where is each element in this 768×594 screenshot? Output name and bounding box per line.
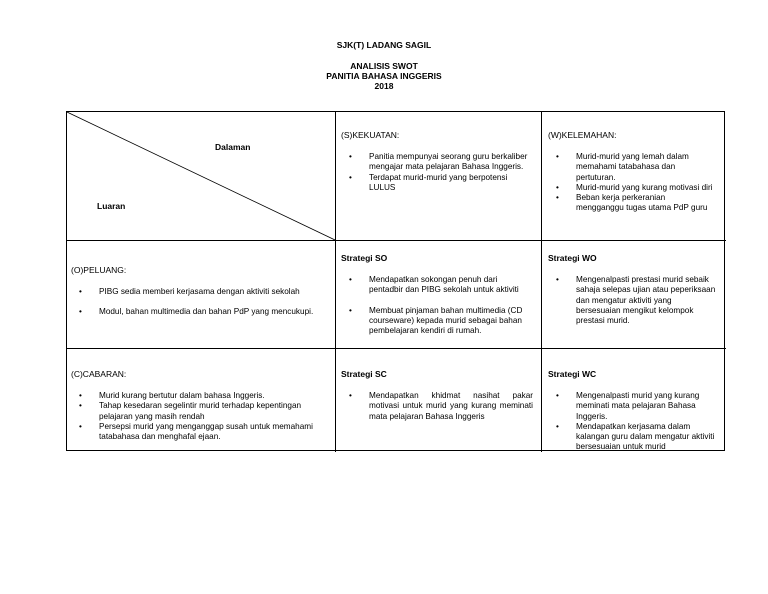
bullet-icon: •: [349, 305, 352, 315]
bullet-icon: •: [556, 182, 559, 192]
bullet-icon: •: [79, 287, 82, 297]
table-divider: [541, 112, 542, 452]
bullet-icon: •: [556, 193, 559, 203]
list-item: • Modul, bahan multimedia dan bahan PdP yang mencukupi.: [79, 307, 314, 317]
strategy-wo-cell: [548, 253, 716, 326]
strengths-title: (S)KEKUATAN:: [341, 130, 400, 140]
opportunities-title: (O)PELUANG:: [71, 265, 127, 275]
bullet-icon: •: [349, 152, 352, 162]
bullet-icon: •: [349, 275, 352, 285]
strengths-cell: [341, 130, 531, 193]
list-item: • Murid kurang bertutur dalam bahasa Inggeris.: [79, 391, 265, 401]
list-item: • Murid-murid yang lemah dalam memahami tatabahasa dan pertuturan.: [556, 152, 689, 182]
weaknesses-list: [548, 152, 713, 213]
strategy-sc-title: Strategi SC: [341, 369, 387, 379]
document-title: ANALISIS SWOT: [350, 61, 418, 71]
strategy-so-cell: [341, 253, 533, 336]
table-divider: [67, 348, 726, 349]
list-item: • Mengenalpasti murid yang kurang meminati mata pelajaran Bahasa Inggeris.: [556, 391, 700, 421]
list-item: • Mendapatkan khidmat nasihat pakar motivasi untuk murid yang kurang meminati mata pelajaran Bahasa Inggeris: [349, 391, 533, 421]
list-item: • Tahap kesedaran segelintir murid terhadap kepentingan pelajaran yang masih rendah: [79, 401, 302, 421]
list-item: • Beban kerja perkeranian mengganggu tugas utama PdP guru: [556, 193, 708, 213]
bullet-icon: •: [79, 421, 82, 431]
strengths-list: [341, 152, 531, 193]
strategy-so-title: Strategi SO: [341, 253, 388, 263]
document-year: 2018: [374, 81, 394, 91]
strategy-wc-list: [548, 391, 716, 452]
list-item: • Membuat pinjaman bahan multimedia (CD courseware) kepada murid sebagai bahan pembelajaran kendiri di rumah.: [349, 305, 523, 336]
bullet-icon: •: [349, 391, 352, 401]
list-item: • Terdapat murid-murid yang berpotensi LULUS: [349, 172, 508, 192]
bullet-icon: •: [349, 172, 352, 182]
bullet-icon: •: [556, 421, 559, 431]
bullet-icon: •: [556, 152, 559, 162]
weaknesses-cell: [548, 130, 713, 213]
bullet-icon: •: [79, 307, 82, 317]
outer-factors-label: Luaran: [97, 201, 126, 211]
bullet-icon: •: [556, 275, 559, 285]
table-divider: [335, 112, 336, 452]
threats-list: [71, 391, 333, 442]
strategy-so-list: [341, 275, 533, 336]
list-item: • Panitia mempunyai seorang guru berkaliber mengajar mata pelajaran Bahasa Inggeris.: [349, 152, 528, 172]
list-item: • Mendapatkan sokongan penuh dari pentadbir dan PIBG sekolah untuk aktiviti: [349, 275, 519, 295]
bullet-icon: •: [556, 391, 559, 401]
school-name: SJK(T) LADANG SAGIL: [336, 40, 432, 50]
threats-title: (C)CABARAN:: [71, 369, 127, 379]
list-item: • Persepsi murid yang menganggap susah untuk memahami tatabahasa dan menghafal ejaan.: [79, 421, 313, 442]
opportunities-cell: [71, 265, 329, 318]
strategy-sc-cell: [341, 369, 533, 422]
threats-cell: [71, 369, 333, 442]
weaknesses-title: (W)KELEMAHAN:: [548, 130, 617, 140]
strategy-wc-cell: [548, 369, 716, 452]
table-divider: [67, 240, 726, 241]
document-subtitle: PANITIA BAHASA INGGERIS: [326, 71, 442, 81]
strategy-wo-list: [548, 275, 716, 326]
strategy-wc-title: Strategi WC: [548, 369, 597, 379]
list-item: • Murid-murid yang kurang motivasi diri: [556, 182, 713, 192]
list-item: • Mendapatkan kerjasama dalam kalangan guru dalam mengatur aktiviti bersesuaian untuk murid: [556, 421, 715, 452]
bullet-icon: •: [79, 391, 82, 401]
strategy-sc-list: [341, 391, 533, 422]
list-item: • Mengenalpasti prestasi murid sebaik sahaja selepas ujian atau peperiksaan dan mengatur aktiviti yang bersesuaian mengikut kelompok prestasi murid.: [556, 275, 716, 326]
corner-diagonal-line: [67, 112, 335, 240]
bullet-icon: •: [79, 401, 82, 411]
inner-factors-label: Dalaman: [215, 142, 251, 152]
list-item: • PIBG sedia memberi kerjasama dengan aktiviti sekolah: [79, 287, 300, 297]
strategy-wo-title: Strategi WO: [548, 253, 597, 263]
opportunities-list: [71, 287, 329, 317]
swot-table: [66, 111, 725, 451]
